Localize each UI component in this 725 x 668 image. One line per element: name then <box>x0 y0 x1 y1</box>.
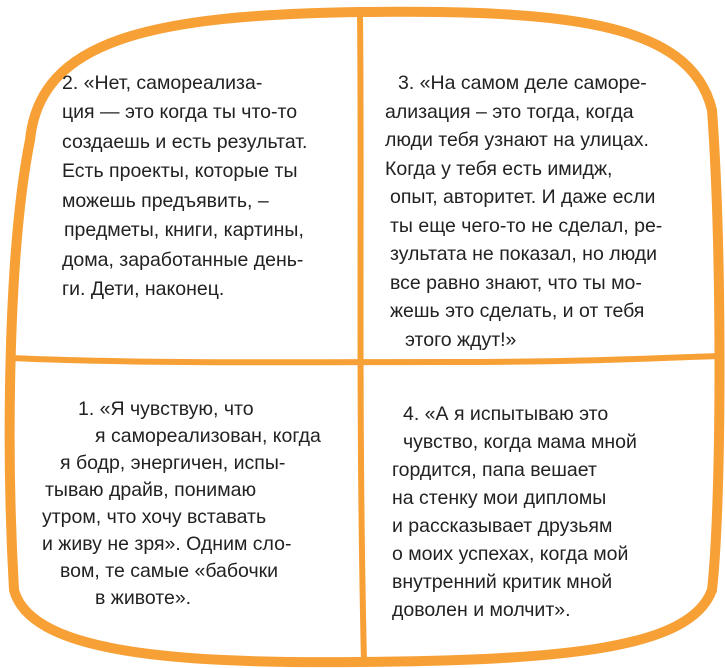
text-line: 4. «А я испытываю это <box>403 403 609 425</box>
text-line: этого ждут!» <box>405 328 517 351</box>
text-line: ты еще чего-то не сделал, ре- <box>390 214 663 237</box>
text-line: жешь это сделать, и от тебя <box>390 300 645 322</box>
text-line: все равно знают, что ты мо- <box>390 271 642 294</box>
text-line: создаешь и есть результат. <box>62 131 308 153</box>
text-line: 1. «Я чувствую, что <box>78 398 254 420</box>
text-line: тываю драйв, понимаю <box>45 479 257 501</box>
text-line: ция — это когда ты что-то <box>62 101 298 123</box>
text-line: опыт, авторитет. И даже если <box>390 186 656 208</box>
text-line: на стенку мои дипломы <box>392 487 607 509</box>
text-line: в животе». <box>95 587 192 609</box>
text-line: доволен и молчит». <box>392 599 571 621</box>
text-line: предметы, книги, картины, <box>64 219 304 241</box>
text-line: и рассказывает друзьям <box>392 515 613 537</box>
text-line: о моих успехах, когда мой <box>392 543 629 565</box>
text-line: утром, что хочу вставать <box>42 506 267 528</box>
text-line: 3. «На самом деле саморе- <box>398 72 647 94</box>
horizontal-divider <box>10 356 718 362</box>
text-line: гордится, папа вешает <box>392 459 597 481</box>
text-line: можешь предъявить, – <box>62 190 269 212</box>
text-line: чувство, когда мама мной <box>403 431 637 453</box>
text-line: зультата не показал, но люди <box>390 243 658 265</box>
text-line: люди тебя узнают на улицах. <box>385 129 649 151</box>
vertical-divider <box>360 14 364 662</box>
text-line: Есть проекты, которые ты <box>62 160 298 182</box>
text-line: я бодр, энергичен, испы- <box>60 452 286 474</box>
text-line: ализация – это тогда, когда <box>385 100 634 123</box>
text-line: дома, заработанные день- <box>62 249 304 271</box>
text-line: Когда у тебя есть имидж, <box>385 157 613 180</box>
text-line: вом, те самые «бабочки <box>60 560 279 582</box>
text-line: ги. Дети, наконец. <box>62 278 225 300</box>
text-line: и живу не зря». Одним сло- <box>42 533 292 555</box>
text-line: я самореализован, когда <box>95 425 321 447</box>
text-line: 2. «Нет, самореализа- <box>62 72 263 94</box>
text-line: внутренний критик мной <box>392 571 613 593</box>
